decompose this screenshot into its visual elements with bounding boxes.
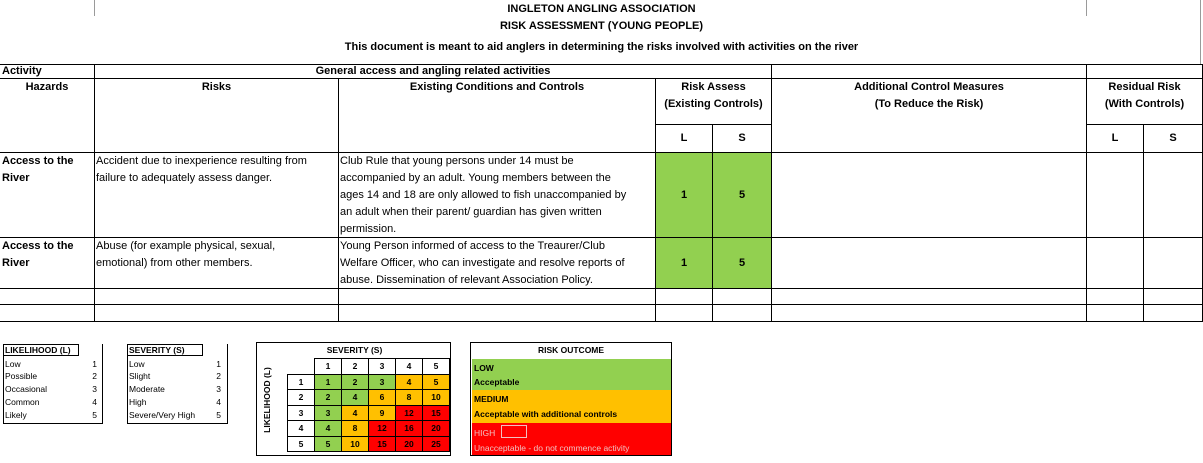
col-risk-assess: Risk Assess xyxy=(681,81,746,93)
matrix-cell: 20 xyxy=(422,420,450,437)
matrix-cell: 20 xyxy=(395,436,423,453)
col-residual-sub: (With Controls) xyxy=(1104,98,1185,110)
matrix-col-header: 2 xyxy=(341,358,369,375)
severity-item: Severe/Very High xyxy=(129,410,196,420)
col-risks: Risks xyxy=(201,81,232,93)
row2-hazard: Access to the River xyxy=(2,240,74,269)
col-residual: Residual Risk xyxy=(1108,81,1181,93)
matrix-cell: 2 xyxy=(314,389,342,406)
severity-value: 5 xyxy=(216,410,221,420)
matrix-cell: 25 xyxy=(422,436,450,453)
matrix-cell: 1 xyxy=(314,374,342,391)
outcome-title: RISK OUTCOME xyxy=(537,345,605,355)
likelihood-value: 2 xyxy=(92,371,97,381)
severity-item: High xyxy=(129,397,147,407)
matrix-cell: 4 xyxy=(395,374,423,391)
col-residual-s: S xyxy=(1169,132,1177,144)
col-existing: Existing Conditions and Controls xyxy=(409,81,585,93)
matrix-col-header: 5 xyxy=(422,358,450,375)
matrix-cell: 9 xyxy=(368,405,396,422)
matrix-cell: 3 xyxy=(314,405,342,422)
risk-matrix xyxy=(256,342,451,456)
row1-s-value: 5 xyxy=(713,153,771,237)
likelihood-legend xyxy=(3,344,103,424)
matrix-title: SEVERITY (S) xyxy=(326,345,383,355)
likelihood-value: 3 xyxy=(92,384,97,394)
col-hazards: Hazards xyxy=(25,81,69,93)
likelihood-title: LIKELIHOOD (L) xyxy=(5,345,71,355)
severity-value: 2 xyxy=(216,371,221,381)
matrix-cell: 4 xyxy=(341,389,369,406)
row1-l-value: 1 xyxy=(656,153,712,237)
row1-controls: Club Rule that young persons under 14 must be accompanied by an adult. Young members between the ages 14 and 18 are only allowed to fish unaccompanied by an adult when their parent/ guardian has given written permission. xyxy=(340,155,627,235)
matrix-side-label: LIKELIHOOD (L) xyxy=(262,367,272,433)
severity-value: 3 xyxy=(216,384,221,394)
matrix-cell: 3 xyxy=(368,374,396,391)
col-residual-l: L xyxy=(1111,132,1119,144)
row2-risk: Abuse (for example physical, sexual, emotional) from other members. xyxy=(96,240,276,269)
matrix-cell: 12 xyxy=(395,405,423,422)
matrix-cell: 12 xyxy=(368,420,396,437)
outcome-high: HIGH Unacceptable - do not commence activity xyxy=(472,423,671,455)
purpose-text: This document is meant to aid anglers in determining the risks involved with activities on the river xyxy=(344,41,859,53)
matrix-row-header: 4 xyxy=(287,420,315,437)
severity-item: Slight xyxy=(129,371,151,381)
matrix-cell: 15 xyxy=(368,436,396,453)
matrix-cell: 8 xyxy=(395,389,423,406)
matrix-cell: 4 xyxy=(314,420,342,437)
likelihood-item: Common xyxy=(5,397,40,407)
matrix-cell: 15 xyxy=(422,405,450,422)
matrix-cell: 10 xyxy=(341,436,369,453)
matrix-row-header: 3 xyxy=(287,405,315,422)
col-s: S xyxy=(738,132,746,144)
matrix-col-header: 3 xyxy=(368,358,396,375)
col-additional: Additional Control Measures xyxy=(854,81,1004,93)
likelihood-value: 4 xyxy=(92,397,97,407)
outcome-medium: MEDIUM Acceptable with additional controls xyxy=(472,390,671,423)
severity-item: Low xyxy=(129,359,145,369)
matrix-cell: 5 xyxy=(314,436,342,453)
severity-value: 1 xyxy=(216,359,221,369)
outcome-low: LOW Acceptable xyxy=(472,359,671,390)
matrix-cell: 2 xyxy=(341,374,369,391)
severity-item: Moderate xyxy=(129,384,165,394)
matrix-col-header: 4 xyxy=(395,358,423,375)
likelihood-item: Possible xyxy=(5,371,38,381)
likelihood-value: 5 xyxy=(92,410,97,420)
matrix-row-header: 2 xyxy=(287,389,315,406)
row1-risk: Accident due to inexperience resulting from failure to adequately assess danger. xyxy=(96,155,307,184)
likelihood-item: Likely xyxy=(5,410,27,420)
severity-legend xyxy=(127,344,228,424)
matrix-col-header: 1 xyxy=(314,358,342,375)
matrix-row-header: 5 xyxy=(287,436,315,453)
likelihood-value: 1 xyxy=(92,359,97,369)
risk-outcome xyxy=(470,342,672,456)
matrix-cell: 5 xyxy=(422,374,450,391)
doc-title: RISK ASSESSMENT (YOUNG PEOPLE) xyxy=(499,20,704,32)
matrix-cell: 16 xyxy=(395,420,423,437)
row2-l-value: 1 xyxy=(656,238,712,288)
activity-value: General access and angling related activities xyxy=(315,65,551,77)
org-title: INGLETON ANGLING ASSOCIATION xyxy=(507,3,696,15)
matrix-cell: 6 xyxy=(368,389,396,406)
col-risk-assess-sub: (Existing Controls) xyxy=(664,98,763,110)
row1-hazard: Access to the River xyxy=(2,155,74,184)
matrix-cell: 4 xyxy=(341,405,369,422)
row2-s-value: 5 xyxy=(713,238,771,288)
col-additional-sub: (To Reduce the Risk) xyxy=(874,98,984,110)
severity-title: SEVERITY (S) xyxy=(129,345,185,355)
matrix-row-header: 1 xyxy=(287,374,315,391)
severity-value: 4 xyxy=(216,397,221,407)
activity-label: Activity xyxy=(2,65,42,77)
matrix-cell: 10 xyxy=(422,389,450,406)
col-l: L xyxy=(680,132,688,144)
likelihood-item: Low xyxy=(5,359,21,369)
row2-controls: Young Person informed of access to the Treaurer/Club Welfare Officer, who can investigate and resolve reports of abuse. Dissemination of relevant Association Policy. xyxy=(340,240,625,286)
likelihood-item: Occasional xyxy=(5,384,48,394)
matrix-cell: 8 xyxy=(341,420,369,437)
